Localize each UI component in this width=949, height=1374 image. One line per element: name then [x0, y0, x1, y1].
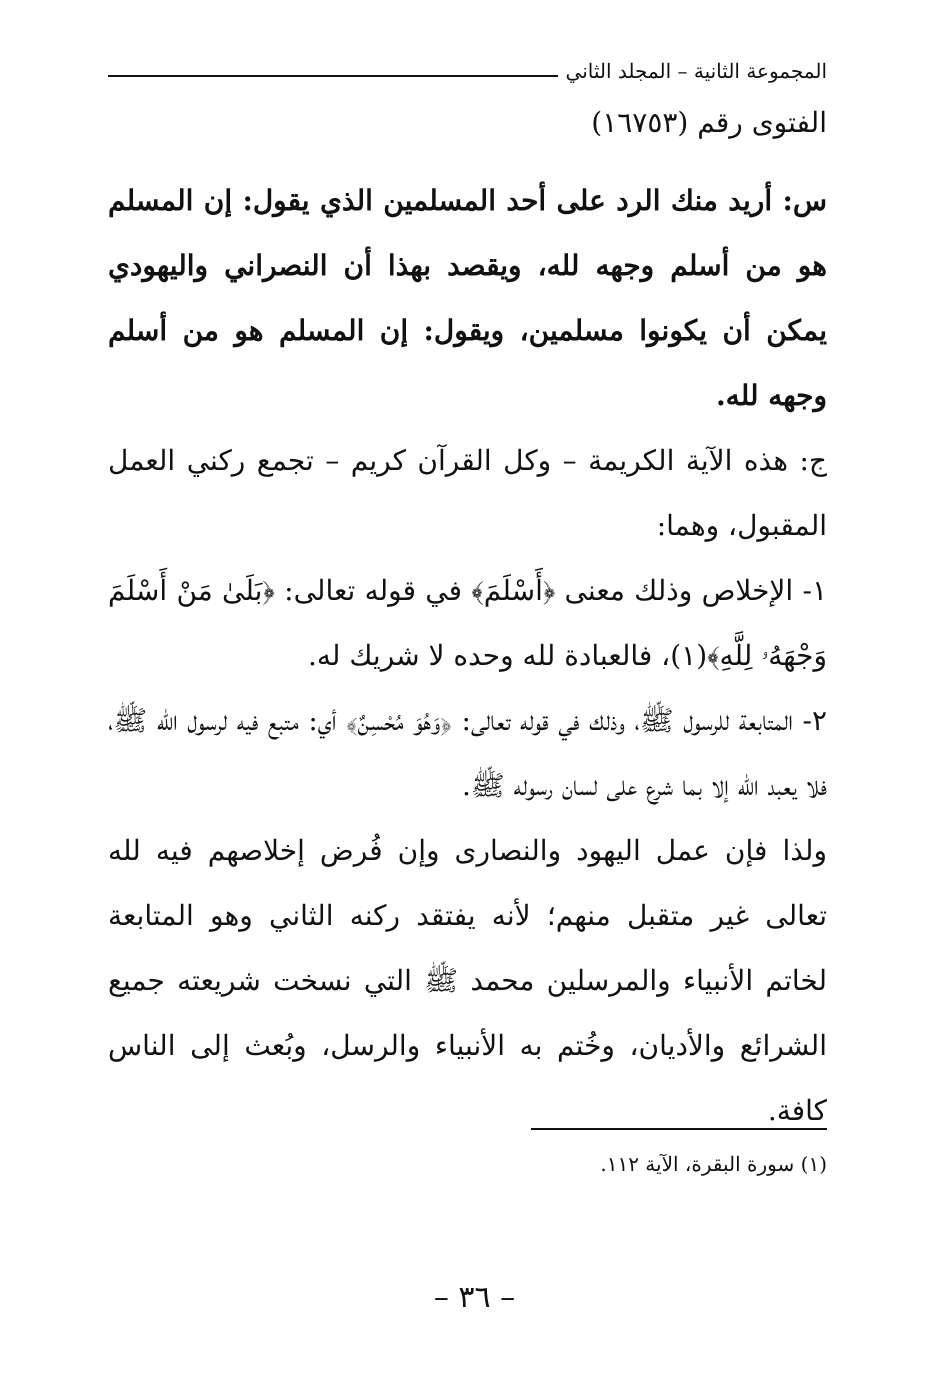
footnote-rule — [531, 1128, 827, 1130]
answer-intro: ج: هذه الآية الكريمة – وكل القرآن كريم – تجمع ركني العمل المقبول، وهما: — [108, 444, 827, 542]
header-rule — [108, 75, 558, 77]
answer-item-1: ١- الإخلاص وذلك معنى ﴿أَسْلَمَ﴾ في قوله تعالى: ﴿بَلَىٰ مَنْ أَسْلَمَ وَجْهَهُۥ لِلَّهِ﴾(١)، فالعبادة لله وحده لا شريك له. — [108, 574, 827, 672]
footnote: (١) سورة البقرة، الآية ١١٢. — [600, 1152, 827, 1176]
running-title: المجموعة الثانية – المجلد الثاني — [565, 59, 827, 83]
running-header — [108, 56, 827, 86]
page-number: – ٣٦ – — [433, 1280, 516, 1315]
fatwa-number: الفتوى رقم (١٦٧٥٣) — [591, 106, 827, 139]
answer-item-2: ٢- المتابعة للرسول ﷺ، وذلك في قوله تعالى: ﴿وَهُوَ مُحْسِنٌ﴾ أي: متبع فيه لرسول الله ﷺ، فلا يعبد الله إلا بما شرع على لسان رسوله ﷺ. — [108, 704, 827, 802]
question-paragraph: س: أريد منك الرد على أحد المسلمين الذي يقول: إن المسلم هو من أسلم وجهه لله، ويقصد بهذا أن النصراني واليهودي يمكن أن يكونوا مسلمين، ويقول: إن المسلم هو من أسلم وجهه لله. — [108, 184, 827, 412]
main-text — [108, 168, 827, 1143]
answer-conclusion: ولذا فإن عمل اليهود والنصارى وإن فُرض إخلاصهم فيه لله تعالى غير متقبل منهم؛ لأنه يفتقد ركنه الثاني وهو المتابعة لخاتم الأنبياء والمرسلين محمد ﷺ التي نسخت شريعته جميع الشرائع والأديان، وخُتم به الأنبياء والرسل، وبُعث إلى الناس كافة. — [108, 834, 827, 1127]
